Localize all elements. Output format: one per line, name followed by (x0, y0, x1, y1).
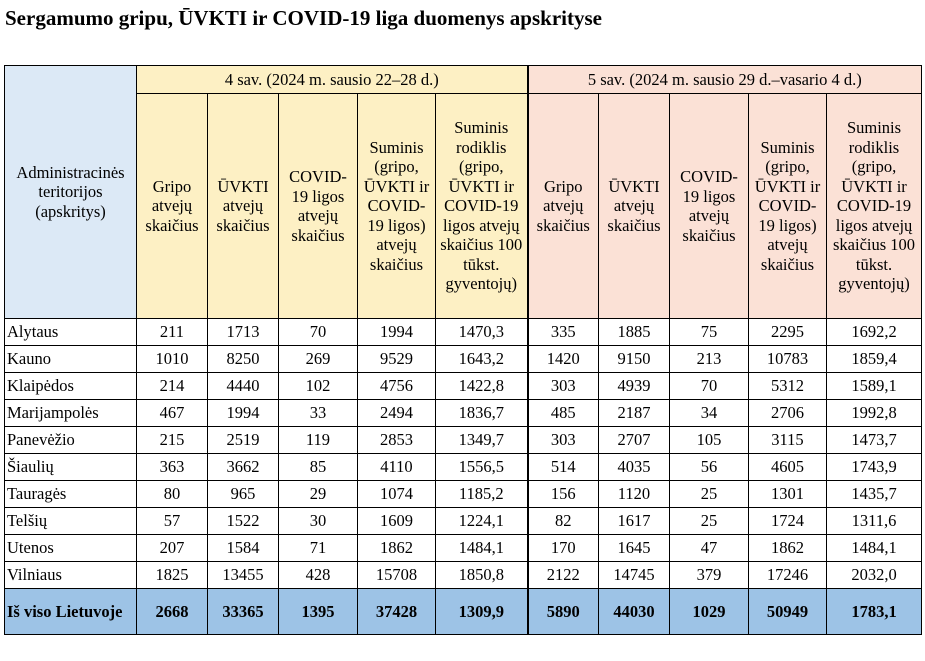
region-name: Iš viso Lietuvoje (5, 589, 137, 635)
table-cell: 80 (137, 481, 208, 508)
table-cell: 1556,5 (436, 454, 528, 481)
table-cell: 44030 (599, 589, 670, 635)
table-cell: 1074 (358, 481, 436, 508)
table-cell: 965 (208, 481, 279, 508)
w5-covid-header: COVID-19 ligos atvejų skaičius (670, 94, 749, 319)
table-cell: 363 (137, 454, 208, 481)
table-row (5, 454, 922, 481)
table-cell: 2187 (599, 400, 670, 427)
table-cell: 1992,8 (827, 400, 922, 427)
table-cell: 1825 (137, 562, 208, 589)
w5-uvkti-header: ŪVKTI atvejų skaičius (599, 94, 670, 319)
table-cell: 1713 (208, 319, 279, 346)
w4-covid-header: COVID-19 ligos atvejų skaičius (279, 94, 358, 319)
table-cell: 4605 (749, 454, 827, 481)
table-cell: 1010 (137, 346, 208, 373)
table-row (5, 481, 922, 508)
table-cell: 1395 (279, 589, 358, 635)
table-cell: 1120 (599, 481, 670, 508)
table-cell: 1859,4 (827, 346, 922, 373)
table-cell: 1435,7 (827, 481, 922, 508)
table-cell: 1311,6 (827, 508, 922, 535)
table-cell: 1836,7 (436, 400, 528, 427)
table-row (5, 400, 922, 427)
table-cell: 4756 (358, 373, 436, 400)
table-cell: 2122 (528, 562, 599, 589)
table-cell: 428 (279, 562, 358, 589)
table-cell: 1422,8 (436, 373, 528, 400)
table-cell: 1862 (749, 535, 827, 562)
table-cell: 1885 (599, 319, 670, 346)
table-cell: 5890 (528, 589, 599, 635)
table-cell: 37428 (358, 589, 436, 635)
table-cell: 5312 (749, 373, 827, 400)
region-name: Marijampolės (5, 400, 137, 427)
table-cell: 1994 (358, 319, 436, 346)
week-5-header: 5 sav. (2024 m. sausio 29 d.–vasario 4 d.) (528, 66, 922, 94)
table-cell: 1349,7 (436, 427, 528, 454)
table-cell: 303 (528, 427, 599, 454)
table-cell: 25 (670, 481, 749, 508)
table-cell: 2494 (358, 400, 436, 427)
table-cell: 15708 (358, 562, 436, 589)
admin-territory-header: Administracinės teritorijos (apskritys) (5, 66, 137, 319)
table-cell: 102 (279, 373, 358, 400)
table-cell: 1484,1 (827, 535, 922, 562)
table-cell: 25 (670, 508, 749, 535)
w4-rate-header: Suminis rodiklis (gripo, ŪVKTI ir COVID-19 ligos atvejų skaičius 100 tūkst. gyventojų) (436, 94, 528, 319)
region-name: Klaipėdos (5, 373, 137, 400)
table-cell: 2707 (599, 427, 670, 454)
table-cell: 85 (279, 454, 358, 481)
table-cell: 9529 (358, 346, 436, 373)
table-cell: 29 (279, 481, 358, 508)
table-cell: 50949 (749, 589, 827, 635)
region-name: Panevėžio (5, 427, 137, 454)
table-cell: 14745 (599, 562, 670, 589)
table-cell: 2519 (208, 427, 279, 454)
w4-uvkti-header: ŪVKTI atvejų skaičius (208, 94, 279, 319)
table-cell: 71 (279, 535, 358, 562)
table-cell: 1309,9 (436, 589, 528, 635)
table-cell: 3115 (749, 427, 827, 454)
region-name: Tauragės (5, 481, 137, 508)
table-cell: 156 (528, 481, 599, 508)
table-cell: 170 (528, 535, 599, 562)
table-cell: 57 (137, 508, 208, 535)
table-cell: 13455 (208, 562, 279, 589)
table-cell: 335 (528, 319, 599, 346)
w5-rate-header: Suminis rodiklis (gripo, ŪVKTI ir COVID-19 ligos atvejų skaičius 100 tūkst. gyventojų) (827, 94, 922, 319)
table-row (5, 346, 922, 373)
table-row (5, 535, 922, 562)
table-row (5, 562, 922, 589)
table-cell: 70 (279, 319, 358, 346)
table-cell: 1301 (749, 481, 827, 508)
table-cell: 8250 (208, 346, 279, 373)
w4-flu-header: Gripo atvejų skaičius (137, 94, 208, 319)
table-cell: 47 (670, 535, 749, 562)
table-cell: 2032,0 (827, 562, 922, 589)
table-cell: 1609 (358, 508, 436, 535)
table-cell: 1645 (599, 535, 670, 562)
table-cell: 34 (670, 400, 749, 427)
table-cell: 33 (279, 400, 358, 427)
table-cell: 211 (137, 319, 208, 346)
table-cell: 485 (528, 400, 599, 427)
table-cell: 105 (670, 427, 749, 454)
table-cell: 4939 (599, 373, 670, 400)
page-title: Sergamumo gripu, ŪVKTI ir COVID-19 liga duomenys apskrityse (5, 6, 602, 30)
table-cell: 4035 (599, 454, 670, 481)
table-cell: 1224,1 (436, 508, 528, 535)
table-cell: 1994 (208, 400, 279, 427)
table-cell: 1724 (749, 508, 827, 535)
region-name: Alytaus (5, 319, 137, 346)
table-cell: 56 (670, 454, 749, 481)
table-cell: 1584 (208, 535, 279, 562)
table-row (5, 427, 922, 454)
total-row (5, 589, 922, 635)
table-cell: 1643,2 (436, 346, 528, 373)
table-cell: 75 (670, 319, 749, 346)
table-cell: 119 (279, 427, 358, 454)
region-name: Šiaulių (5, 454, 137, 481)
table-cell: 1743,9 (827, 454, 922, 481)
table-cell: 1470,3 (436, 319, 528, 346)
table-cell: 82 (528, 508, 599, 535)
region-name: Vilniaus (5, 562, 137, 589)
table-cell: 2668 (137, 589, 208, 635)
table-cell: 1850,8 (436, 562, 528, 589)
table-cell: 467 (137, 400, 208, 427)
table-cell: 1692,2 (827, 319, 922, 346)
region-name: Kauno (5, 346, 137, 373)
table-row (5, 319, 922, 346)
table-cell: 70 (670, 373, 749, 400)
table-row (5, 373, 922, 400)
table-cell: 1420 (528, 346, 599, 373)
table-cell: 2853 (358, 427, 436, 454)
table-cell: 33365 (208, 589, 279, 635)
table-cell: 215 (137, 427, 208, 454)
table-cell: 4440 (208, 373, 279, 400)
table-cell: 1862 (358, 535, 436, 562)
table-cell: 1783,1 (827, 589, 922, 635)
table-cell: 4110 (358, 454, 436, 481)
table-cell: 10783 (749, 346, 827, 373)
table-cell: 213 (670, 346, 749, 373)
table-body (5, 319, 922, 635)
table-cell: 3662 (208, 454, 279, 481)
region-name: Utenos (5, 535, 137, 562)
w5-sum-header: Suminis (gripo, ŪVKTI ir COVID-19 ligos) atvejų skaičius (749, 94, 827, 319)
table-cell: 303 (528, 373, 599, 400)
table-cell: 2295 (749, 319, 827, 346)
table-cell: 1522 (208, 508, 279, 535)
table-cell: 1589,1 (827, 373, 922, 400)
w5-flu-header: Gripo atvejų skaičius (528, 94, 599, 319)
table-cell: 269 (279, 346, 358, 373)
table-cell: 1617 (599, 508, 670, 535)
table-cell: 30 (279, 508, 358, 535)
table-cell: 207 (137, 535, 208, 562)
table-cell: 1185,2 (436, 481, 528, 508)
table-cell: 379 (670, 562, 749, 589)
data-table (4, 65, 922, 635)
table-cell: 514 (528, 454, 599, 481)
w4-sum-header: Suminis (gripo, ŪVKTI ir COVID-19 ligos) atvejų skaičius (358, 94, 436, 319)
table-cell: 1029 (670, 589, 749, 635)
table-cell: 1484,1 (436, 535, 528, 562)
table-cell: 17246 (749, 562, 827, 589)
table-cell: 214 (137, 373, 208, 400)
table-cell: 2706 (749, 400, 827, 427)
table-cell: 1473,7 (827, 427, 922, 454)
week-4-header: 4 sav. (2024 m. sausio 22–28 d.) (137, 66, 528, 94)
table-row (5, 508, 922, 535)
table-cell: 9150 (599, 346, 670, 373)
region-name: Telšių (5, 508, 137, 535)
